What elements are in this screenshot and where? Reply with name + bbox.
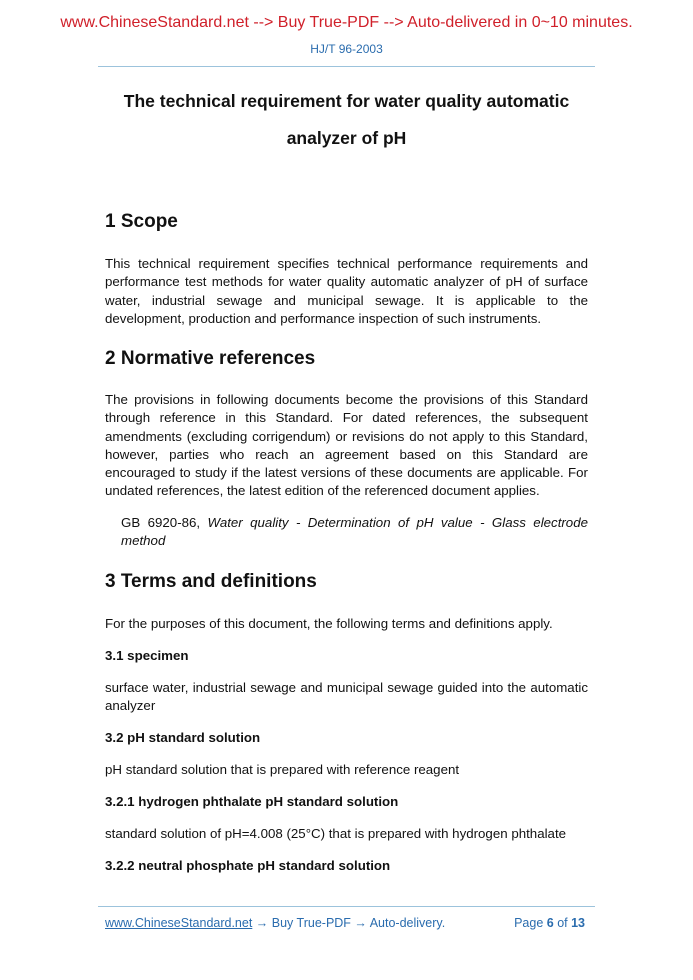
term-3-2-1-heading: 3.2.1 hydrogen phthalate pH standard solution [105,794,399,809]
heading-normative-references: 2 Normative references [105,348,316,369]
title-line-1: The technical requirement for water quality automatic [123,91,570,111]
term-3-2-2-heading: 3.2.2 neutral phosphate pH standard solution [105,858,391,873]
footer [105,916,585,930]
footer-divider [98,906,595,907]
terms-paragraph: For the purposes of this document, the following terms and definitions apply. [105,616,553,631]
page-of: of [553,916,572,930]
term-3-2-heading: 3.2 pH standard solution [105,730,261,745]
page-indicator [514,916,585,930]
standard-code: HJ/T 96-2003 [310,42,383,56]
reference-code: GB 6920-86, [121,515,208,530]
page-label: Page [514,916,547,930]
footer-link[interactable]: www.ChineseStandard.net [105,916,253,930]
document-title [98,83,595,157]
term-3-2-1-definition: standard solution of pH=4.008 (25°C) that is prepared with hydrogen phthalate [105,826,567,841]
title-line-2: analyzer of pH [286,128,407,148]
heading-scope: 1 Scope [105,211,178,232]
references-paragraph: The provisions in following documents become the provisions of this Standard through reference in this Standard. For dated references, the subsequent amendments (excluding corrigendum) or revisions do not apply to this Standard, however, parties who reach an agreement based on this Standard are encouraged to study if the latest versions of these documents are applicable. For undated references, the latest edition of the referenced document applies. [105,392,588,499]
reference-item [121,514,588,551]
page-total: 13 [571,916,585,930]
header-divider [98,66,595,67]
page-number: 6 [546,916,554,930]
term-3-1-heading: 3.1 specimen [105,648,189,663]
term-3-1-definition: surface water, industrial sewage and municipal sewage guided into the automatic analyzer [105,680,588,714]
footer-text: → Buy True-PDF → Auto-delivery. [252,916,446,930]
promo-banner[interactable]: www.ChineseStandard.net --> Buy True-PDF --> Auto-delivered in 0~10 minutes. [60,14,633,31]
heading-terms: 3 Terms and definitions [105,571,317,592]
term-3-2-definition: pH standard solution that is prepared with reference reagent [105,762,460,777]
reference-title: Water quality - Determination of pH value - Glass electrode method [121,515,588,549]
scope-paragraph: This technical requirement specifies technical performance requirements and performance test methods for water quality automatic analyzer of pH of surface water, industrial sewage and municipal sewage. It is applicable to the development, production and performance inspection of such instruments. [105,256,588,326]
